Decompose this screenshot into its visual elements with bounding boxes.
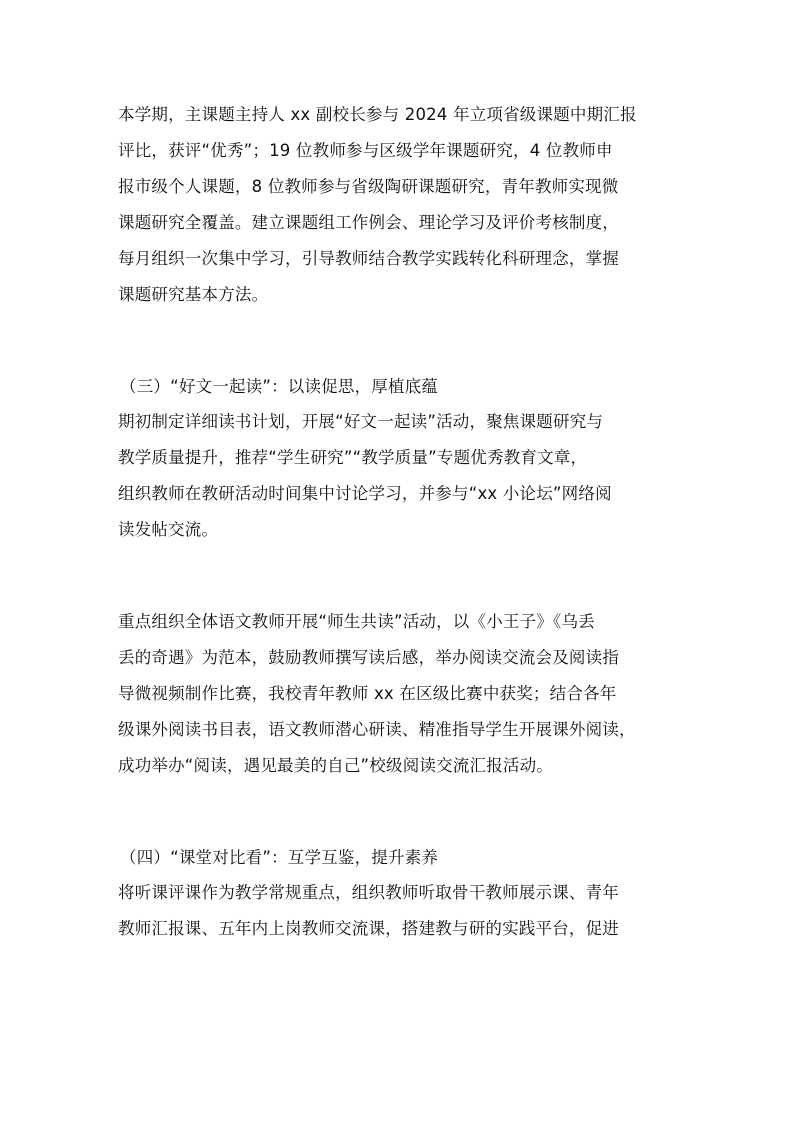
paragraph-line: 读发帖交流。 bbox=[118, 520, 219, 539]
paragraph-line: 导微视频制作比赛，我校青年教师 xx 在区级比赛中获奖；结合各年 bbox=[118, 684, 617, 703]
paragraph-line: 报市级个人课题，8 位教师参与省级陶研课题研究，青年教师实现微 bbox=[118, 177, 619, 196]
paragraph-line: 每月组织一次集中学习，引导教师结合教学实践转化科研理念，掌握 bbox=[118, 249, 619, 268]
paragraph-line: 级课外阅读书目表，语文教师潜心研读、精准指导学生开展课外阅读， bbox=[118, 720, 636, 739]
paragraph-line: 评比，获评“优秀”；19 位教师参与区级学年课题研究，4 位教师申 bbox=[118, 141, 613, 160]
paragraph-line: 将听课评课作为教学常规重点，组织教师听取骨干教师展示课、青年 bbox=[118, 883, 619, 902]
paragraph-line: 教师汇报课、五年内上岗教师交流课，搭建教与研的实践平台，促进 bbox=[118, 919, 619, 938]
section-heading: （四）“课堂对比看”：互学互鉴，提升素养 bbox=[120, 848, 439, 867]
paragraph-line: 课题研究基本方法。 bbox=[118, 285, 269, 304]
paragraph-line: 期初制定详细读书计划，开展“好文一起读”活动，聚焦课题研究与 bbox=[118, 412, 604, 431]
paragraph-line: 本学期，主课题主持人 xx 副校长参与 2024 年立项省级课题中期汇报 bbox=[118, 105, 637, 124]
paragraph-line: 教学质量提升，推荐“学生研究”“教学质量”专题优秀教育文章， bbox=[118, 448, 588, 467]
paragraph-line: 课题研究全覆盖。建立课题组工作例会、理论学习及评价考核制度， bbox=[118, 213, 619, 232]
paragraph-line: 重点组织全体语文教师开展“师生共读”活动，以《小王子》《乌丢 bbox=[118, 612, 595, 631]
paragraph-line: 丢的奇遇》为范本，鼓励教师撰写读后感，举办阅读交流会及阅读指 bbox=[118, 648, 619, 667]
paragraph-line: 成功举办“阅读，遇见最美的自己”校级阅读交流汇报活动。 bbox=[118, 756, 553, 775]
section-heading: （三）“好文一起读”：以读促思，厚植底蕴 bbox=[120, 377, 439, 396]
paragraph-line: 组织教师在教研活动时间集中讨论学习，并参与“xx 小论坛”网络阅 bbox=[118, 484, 612, 503]
